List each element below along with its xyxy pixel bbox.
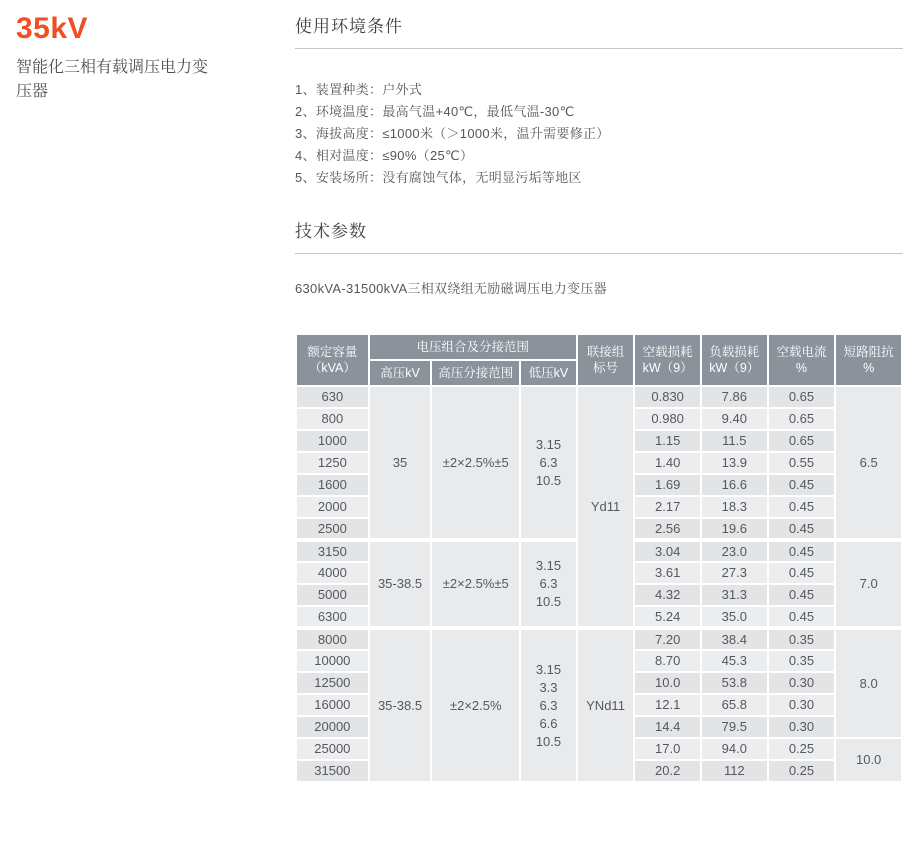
cell-load-loss: 38.4 (701, 628, 768, 650)
cell-no-load-loss: 14.4 (634, 716, 701, 738)
cell-no-load-current: 0.45 (768, 540, 836, 562)
cell-load-loss: 53.8 (701, 672, 768, 694)
cell-capacity: 1600 (296, 474, 369, 496)
cell-no-load-current: 0.30 (768, 672, 836, 694)
cell-no-load-loss: 0.830 (634, 386, 701, 408)
cell-hv-tap: ±2×2.5%±5 (431, 386, 520, 540)
cell-no-load-current: 0.45 (768, 474, 836, 496)
spec-table-header (296, 334, 902, 386)
cell-capacity: 10000 (296, 650, 369, 672)
cell-no-load-current: 0.45 (768, 606, 836, 628)
cell-impedance: 10.0 (835, 738, 902, 782)
cell-capacity: 2000 (296, 496, 369, 518)
cell-no-load-loss: 1.69 (634, 474, 701, 496)
cell-no-load-loss: 3.61 (634, 562, 701, 584)
cell-no-load-current: 0.45 (768, 584, 836, 606)
cell-no-load-loss: 2.56 (634, 518, 701, 540)
cell-no-load-loss: 2.17 (634, 496, 701, 518)
cell-no-load-current: 0.65 (768, 430, 836, 452)
table-row (296, 386, 902, 408)
col-header-lv: 低压kV (520, 360, 577, 386)
table-caption: 630kVA-31500kVA三相双绕组无励磁调压电力变压器 (295, 281, 607, 296)
cell-load-loss: 94.0 (701, 738, 768, 760)
cell-capacity: 800 (296, 408, 369, 430)
env-condition-item: 1、装置种类：户外式 (295, 82, 423, 97)
cell-no-load-current: 0.45 (768, 518, 836, 540)
cell-capacity: 5000 (296, 584, 369, 606)
cell-capacity: 630 (296, 386, 369, 408)
cell-no-load-loss: 1.40 (634, 452, 701, 474)
cell-load-loss: 31.3 (701, 584, 768, 606)
cell-load-loss: 18.3 (701, 496, 768, 518)
cell-no-load-loss: 5.24 (634, 606, 701, 628)
env-condition-item: 3、海拔高度：≤1000米（＞1000米，温升需要修正） (295, 126, 610, 141)
cell-capacity: 6300 (296, 606, 369, 628)
cell-no-load-current: 0.30 (768, 716, 836, 738)
col-header-hv-tap: 高压分接范围 (431, 360, 520, 386)
cell-load-loss: 11.5 (701, 430, 768, 452)
env-condition-item: 5、安装场所：没有腐蚀气体，无明显污垢等地区 (295, 170, 582, 185)
col-header-hv: 高压kV (369, 360, 432, 386)
cell-no-load-current: 0.35 (768, 650, 836, 672)
cell-no-load-current: 0.45 (768, 496, 836, 518)
cell-vector-group: YNd11 (577, 628, 635, 782)
cell-capacity: 1250 (296, 452, 369, 474)
cell-lv: 3.15 6.3 10.5 (520, 386, 577, 540)
cell-no-load-current: 0.30 (768, 694, 836, 716)
cell-hv: 35-38.5 (369, 628, 432, 782)
cell-capacity: 4000 (296, 562, 369, 584)
product-name-subtitle: 智能化三相有载调压电力变压器 (16, 59, 209, 100)
spec-table-body (296, 386, 902, 782)
cell-no-load-loss: 10.0 (634, 672, 701, 694)
col-header-no-load-current: 空载电流 % (768, 334, 836, 386)
env-condition-item: 4、相对温度：≤90%（25℃） (295, 148, 474, 163)
cell-load-loss: 7.86 (701, 386, 768, 408)
cell-capacity: 20000 (296, 716, 369, 738)
col-header-voltage-group: 电压组合及分接范围 (369, 334, 577, 360)
cell-no-load-loss: 8.70 (634, 650, 701, 672)
cell-no-load-current: 0.45 (768, 562, 836, 584)
cell-capacity: 16000 (296, 694, 369, 716)
cell-load-loss: 79.5 (701, 716, 768, 738)
col-header-load-loss: 负载损耗 kW（9） (701, 334, 768, 386)
cell-no-load-loss: 4.32 (634, 584, 701, 606)
section-heading-parameters: 技术参数 (295, 217, 903, 254)
cell-no-load-loss: 1.15 (634, 430, 701, 452)
col-header-capacity: 额定容量 （kVA） (296, 334, 369, 386)
cell-load-loss: 19.6 (701, 518, 768, 540)
cell-capacity: 31500 (296, 760, 369, 782)
cell-no-load-current: 0.55 (768, 452, 836, 474)
product-intro (16, 12, 266, 104)
cell-lv: 3.15 6.3 10.5 (520, 540, 577, 628)
cell-capacity: 2500 (296, 518, 369, 540)
cell-load-loss: 65.8 (701, 694, 768, 716)
col-header-vector-group: 联接组 标号 (577, 334, 635, 386)
cell-load-loss: 16.6 (701, 474, 768, 496)
cell-load-loss: 45.3 (701, 650, 768, 672)
cell-load-loss: 35.0 (701, 606, 768, 628)
cell-no-load-current: 0.25 (768, 760, 836, 782)
env-condition-item: 2、环境温度：最高气温+40℃，最低气温-30℃ (295, 104, 575, 119)
cell-impedance: 6.5 (835, 386, 902, 540)
spec-table (295, 333, 903, 783)
col-header-no-load-loss: 空载损耗 kW（9） (634, 334, 701, 386)
cell-no-load-loss: 3.04 (634, 540, 701, 562)
cell-hv: 35-38.5 (369, 540, 432, 628)
cell-no-load-current: 0.35 (768, 628, 836, 650)
cell-no-load-loss: 12.1 (634, 694, 701, 716)
cell-no-load-current: 0.25 (768, 738, 836, 760)
cell-load-loss: 23.0 (701, 540, 768, 562)
cell-load-loss: 112 (701, 760, 768, 782)
content-column (295, 0, 903, 783)
environment-condition-list (295, 79, 903, 189)
cell-capacity: 25000 (296, 738, 369, 760)
cell-no-load-current: 0.65 (768, 386, 836, 408)
cell-lv: 3.15 3.3 6.3 6.6 10.5 (520, 628, 577, 782)
product-voltage-title: 35kV (16, 12, 89, 45)
cell-load-loss: 13.9 (701, 452, 768, 474)
cell-capacity: 8000 (296, 628, 369, 650)
cell-hv: 35 (369, 386, 432, 540)
table-row (296, 628, 902, 650)
cell-impedance: 7.0 (835, 540, 902, 628)
cell-load-loss: 9.40 (701, 408, 768, 430)
cell-capacity: 12500 (296, 672, 369, 694)
cell-no-load-current: 0.65 (768, 408, 836, 430)
col-header-impedance: 短路阻抗 % (835, 334, 902, 386)
cell-capacity: 3150 (296, 540, 369, 562)
section-heading-environment: 使用环境条件 (295, 12, 903, 49)
cell-hv-tap: ±2×2.5% (431, 628, 520, 782)
cell-impedance: 8.0 (835, 628, 902, 738)
cell-no-load-loss: 20.2 (634, 760, 701, 782)
cell-no-load-loss: 17.0 (634, 738, 701, 760)
cell-vector-group: Yd11 (577, 386, 635, 628)
cell-no-load-loss: 7.20 (634, 628, 701, 650)
cell-capacity: 1000 (296, 430, 369, 452)
cell-load-loss: 27.3 (701, 562, 768, 584)
cell-no-load-loss: 0.980 (634, 408, 701, 430)
cell-hv-tap: ±2×2.5%±5 (431, 540, 520, 628)
